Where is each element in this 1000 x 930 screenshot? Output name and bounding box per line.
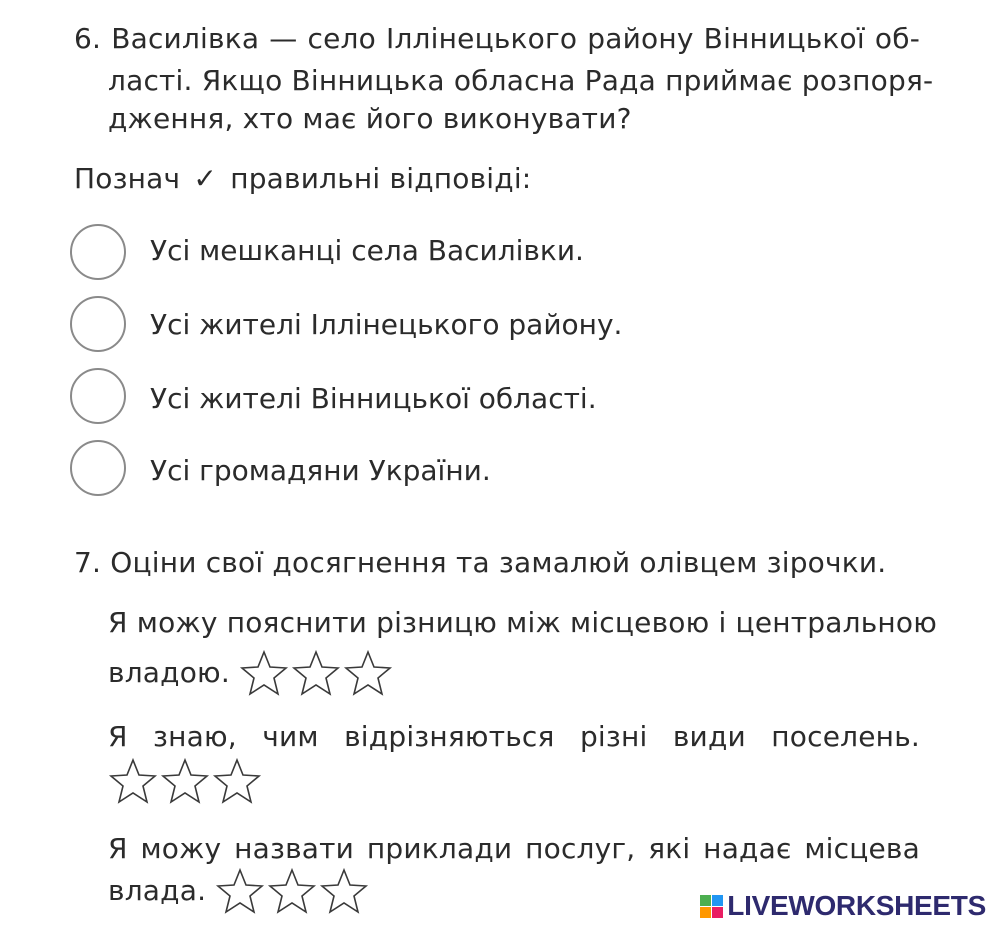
star-icon[interactable] [215,867,265,917]
question-6-line-3: дження, хто має його виконувати? [108,102,632,135]
question-7-title-line [74,546,886,580]
instruction-after: правильні відповіді: [230,162,532,195]
logo-square-3 [700,907,711,918]
option-1-label: Усі мешканці села Василівки. [150,234,584,267]
statement-1-line-2 [108,648,393,699]
logo-square-1 [700,895,711,906]
option-2-label: Усі жителі Іллінецького району. [150,308,623,341]
logo-square-4 [712,907,723,918]
option-2-checkbox[interactable] [70,296,126,352]
star-icon[interactable] [108,757,158,807]
liveworksheets-watermark [700,890,986,922]
option-3-checkbox[interactable] [70,368,126,424]
statement-3-line-1: Я можу назвати приклади послуг, які надає місцева [108,832,920,865]
question-6-number: 6. [74,22,102,55]
option-1-checkbox[interactable] [70,224,126,280]
statement-3-line-2 [108,866,369,917]
option-4-checkbox[interactable] [70,440,126,496]
liveworksheets-logo-icon [700,895,723,918]
check-mark-icon: ✓ [193,162,218,195]
star-icon[interactable] [319,867,369,917]
option-3-label: Усі жителі Вінницької області. [150,382,597,415]
star-icon[interactable] [160,757,210,807]
question-7-title: Оціни свої досягнення та замалюй олівцем зірочки. [110,546,887,579]
statement-2-line-2 [108,756,262,807]
star-icon[interactable] [291,649,341,699]
statement-1-line-1: Я можу пояснити різницю між місцевою і центральною [108,606,937,639]
question-6-instruction [74,162,531,196]
statement-2-stars [108,757,262,807]
star-icon[interactable] [212,757,262,807]
instruction-before: Познач [74,162,181,195]
logo-square-2 [712,895,723,906]
star-icon[interactable] [267,867,317,917]
question-6-line-2: ласті. Якщо Вінницька обласна Рада приймає розпоря- [108,64,934,97]
question-7-number: 7. [74,546,102,579]
option-4-label: Усі громадяни України. [150,454,491,487]
statement-2-line-1: Я знаю, чим відрізняються різні види поселень. [108,720,920,753]
statement-1-text-2: владою. [108,656,230,689]
question-6-line-1 [74,22,920,56]
question-6-text-line-1: Василівка — село Іллінецького району Вінницької об- [111,22,920,55]
star-icon[interactable] [239,649,289,699]
watermark-text: LIVEWORKSHEETS [727,890,986,921]
statement-3-stars [215,867,369,917]
statement-1-stars [239,649,393,699]
statement-3-text-2: влада. [108,874,207,907]
star-icon[interactable] [343,649,393,699]
